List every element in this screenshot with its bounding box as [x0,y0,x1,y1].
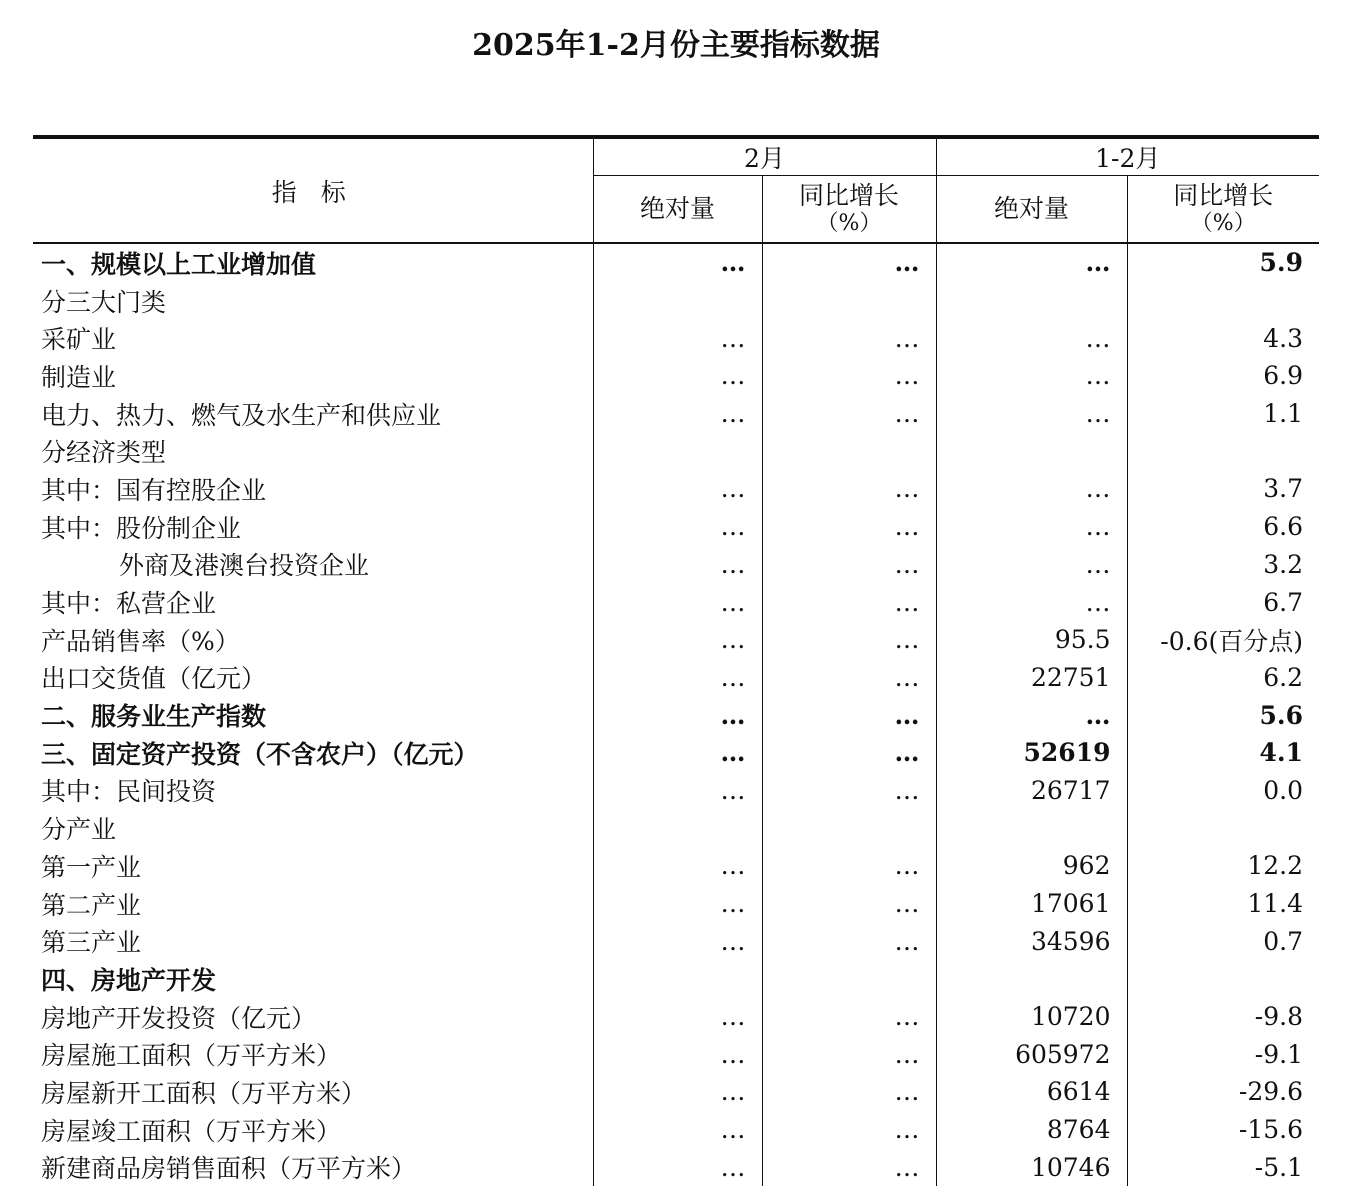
feb-yoy-cell: … [762,885,936,923]
janfeb-absolute-cell: 52619 [936,734,1127,772]
table-row [33,282,1319,320]
feb-yoy-cell: … [762,243,936,282]
janfeb-absolute-cell: 17061 [936,885,1127,923]
table-row [33,432,1319,470]
janfeb-yoy-cell: 0.7 [1263,926,1304,956]
table-row [33,1111,1319,1149]
janfeb-yoy-cell [1127,809,1319,847]
indicator-name-cell: 制造业 [33,357,593,395]
indicator-name-cell: 二、服务业生产指数 [33,696,593,734]
feb-absolute-cell [593,432,762,470]
group-header-feb: 2月 [593,137,936,176]
janfeb-absolute-cell [936,282,1127,320]
indicator-name-cell: 分经济类型 [33,432,593,470]
janfeb-yoy-cell: -0.6(百分点) [1160,626,1304,656]
table-row [33,583,1319,621]
feb-absolute-cell: … [593,1149,762,1186]
indicator-name-cell: 分产业 [33,809,593,847]
janfeb-absolute-cell: … [936,546,1127,584]
feb-yoy-cell [762,282,936,320]
feb-absolute-cell: … [593,885,762,923]
janfeb-absolute-cell [936,960,1127,998]
indicator-name-cell: 四、房地产开发 [33,960,593,998]
table-row [33,395,1319,433]
feb-yoy-header-label: 同比增长 [798,181,899,210]
janfeb-absolute-cell: … [936,243,1127,282]
feb-absolute-cell: … [593,395,762,433]
feb-yoy-cell: … [762,546,936,584]
janfeb-yoy-cell: 4.3 [1263,323,1304,353]
janfeb-yoy-cell: -29.6 [1238,1077,1304,1107]
janfeb-absolute-cell: … [936,583,1127,621]
janfeb-absolute-cell: … [936,696,1127,734]
table-row [33,696,1319,734]
feb-absolute-cell: … [593,508,762,546]
indicator-name-cell: 其中：民间投资 [33,772,593,810]
indicator-name-cell: 新建商品房销售面积（万平方米） [33,1149,593,1186]
indicator-name-cell: 三、固定资产投资（不含农户）（亿元） [33,734,593,772]
janfeb-yoy-header-unit: （%） [1190,211,1256,236]
janfeb-yoy-cell: 5.9 [1259,248,1304,278]
janfeb-yoy-cell [1127,960,1319,998]
table-body [33,243,1319,1186]
feb-absolute-cell: … [593,847,762,885]
indicator-name-cell: 其中：私营企业 [33,583,593,621]
table-row [33,319,1319,357]
feb-yoy-cell: … [762,772,936,810]
janfeb-yoy-cell: -5.1 [1254,1152,1304,1182]
table-row [33,734,1319,772]
janfeb-yoy-cell: 3.7 [1263,474,1304,504]
feb-absolute-cell: … [593,243,762,282]
table-row [33,1073,1319,1111]
janfeb-yoy-cell: 11.4 [1247,889,1304,919]
feb-absolute-cell [593,809,762,847]
indicator-name-cell: 房地产开发投资（亿元） [33,998,593,1036]
indicators-table [33,135,1319,1186]
janfeb-yoy-cell: 1.1 [1263,399,1304,429]
feb-absolute-cell: … [593,659,762,697]
table-row [33,546,1319,584]
page-title: 2025年1-2月份主要指标数据 [472,28,880,63]
janfeb-absolute-cell: … [936,357,1127,395]
janfeb-absolute-cell: … [936,508,1127,546]
janfeb-absolute-cell: 22751 [936,659,1127,697]
feb-absolute-cell: … [593,1035,762,1073]
table-row [33,659,1319,697]
feb-absolute-cell: … [593,546,762,584]
janfeb-absolute-cell: 26717 [936,772,1127,810]
feb-yoy-cell: … [762,696,936,734]
janfeb-yoy-cell: 0.0 [1263,775,1304,805]
feb-absolute-cell: … [593,621,762,659]
group-header-jan-feb: 1-2月 [936,137,1319,176]
janfeb-yoy-cell: 6.2 [1263,662,1304,692]
table-row [33,508,1319,546]
feb-yoy-header [762,176,936,244]
janfeb-yoy-cell [1127,432,1319,470]
janfeb-absolute-cell [936,432,1127,470]
indicator-name-cell: 房屋施工面积（万平方米） [33,1035,593,1073]
janfeb-yoy-cell: 4.1 [1259,738,1304,768]
feb-yoy-cell: … [762,1073,936,1111]
janfeb-absolute-cell: 10720 [936,998,1127,1036]
table-row [33,470,1319,508]
feb-yoy-cell: … [762,395,936,433]
janfeb-absolute-cell: 962 [936,847,1127,885]
janfeb-absolute-cell: 34596 [936,922,1127,960]
feb-yoy-cell: … [762,621,936,659]
feb-yoy-cell: … [762,583,936,621]
janfeb-yoy-cell: 5.6 [1259,700,1304,730]
indicator-name-cell: 其中：股份制企业 [33,508,593,546]
feb-yoy-cell: … [762,998,936,1036]
janfeb-yoy-cell: 6.7 [1263,587,1304,617]
table-row [33,1035,1319,1073]
table-row [33,357,1319,395]
feb-yoy-cell: … [762,1111,936,1149]
indicator-name-cell: 外商及港澳台投资企业 [33,546,593,584]
feb-yoy-cell: … [762,734,936,772]
indicator-name-cell: 分三大门类 [33,282,593,320]
feb-yoy-cell [762,809,936,847]
feb-yoy-cell: … [762,1149,936,1186]
feb-absolute-cell: … [593,583,762,621]
feb-absolute-cell: … [593,319,762,357]
feb-yoy-cell: … [762,659,936,697]
table-row [33,998,1319,1036]
table-row [33,621,1319,659]
indicator-name-cell: 电力、热力、燃气及水生产和供应业 [33,395,593,433]
indicators-table-container [33,135,1319,1186]
indicator-name-cell: 其中：国有控股企业 [33,470,593,508]
janfeb-absolute-cell [936,809,1127,847]
feb-yoy-cell: … [762,508,936,546]
feb-yoy-cell [762,960,936,998]
feb-absolute-cell [593,960,762,998]
feb-absolute-cell: … [593,1073,762,1111]
janfeb-absolute-cell: … [936,319,1127,357]
indicator-name-cell: 房屋新开工面积（万平方米） [33,1073,593,1111]
indicator-name-cell: 房屋竣工面积（万平方米） [33,1111,593,1149]
janfeb-yoy-cell: 3.2 [1263,549,1304,579]
feb-yoy-cell: … [762,922,936,960]
table-row [33,960,1319,998]
table-row [33,885,1319,923]
table-row [33,1149,1319,1186]
feb-absolute-cell: … [593,998,762,1036]
feb-absolute-header: 绝对量 [593,176,762,244]
feb-yoy-cell [762,432,936,470]
feb-yoy-cell: … [762,1035,936,1073]
janfeb-yoy-cell: 6.6 [1263,512,1304,542]
janfeb-absolute-header: 绝对量 [936,176,1127,244]
janfeb-yoy-cell: -9.8 [1254,1002,1304,1032]
feb-absolute-cell: … [593,357,762,395]
feb-yoy-cell: … [762,357,936,395]
indicator-name-cell: 第一产业 [33,847,593,885]
table-row [33,243,1319,282]
table-row [33,772,1319,810]
feb-absolute-cell: … [593,696,762,734]
feb-absolute-cell: … [593,922,762,960]
janfeb-yoy-cell [1127,282,1319,320]
janfeb-absolute-cell: 8764 [936,1111,1127,1149]
janfeb-absolute-cell: 10746 [936,1149,1127,1186]
indicator-name-cell: 第二产业 [33,885,593,923]
janfeb-yoy-cell: -15.6 [1238,1115,1304,1145]
janfeb-absolute-cell: 95.5 [936,621,1127,659]
indicator-name-cell: 第三产业 [33,922,593,960]
feb-yoy-header-unit: （%） [816,211,882,236]
feb-absolute-cell [593,282,762,320]
janfeb-yoy-cell: 12.2 [1247,851,1304,881]
janfeb-absolute-cell: 6614 [936,1073,1127,1111]
table-row [33,847,1319,885]
feb-yoy-cell: … [762,470,936,508]
janfeb-yoy-header [1127,176,1319,244]
indicator-name-cell: 一、规模以上工业增加值 [33,243,593,282]
janfeb-yoy-header-label: 同比增长 [1173,181,1274,210]
feb-absolute-cell: … [593,470,762,508]
indicator-name-cell: 产品销售率（%） [33,621,593,659]
feb-absolute-cell: … [593,772,762,810]
janfeb-yoy-cell: -9.1 [1254,1039,1304,1069]
feb-yoy-cell: … [762,847,936,885]
janfeb-yoy-cell: 6.9 [1263,361,1304,391]
table-row [33,809,1319,847]
janfeb-absolute-cell: … [936,470,1127,508]
table-row [33,922,1319,960]
janfeb-absolute-cell: … [936,395,1127,433]
table-header [33,137,1319,243]
feb-yoy-cell: … [762,319,936,357]
janfeb-absolute-cell: 605972 [936,1035,1127,1073]
indicator-name-cell: 出口交货值（亿元） [33,659,593,697]
feb-absolute-cell: … [593,1111,762,1149]
indicator-column-header: 指 标 [33,137,593,243]
indicator-name-cell: 采矿业 [33,319,593,357]
feb-absolute-cell: … [593,734,762,772]
